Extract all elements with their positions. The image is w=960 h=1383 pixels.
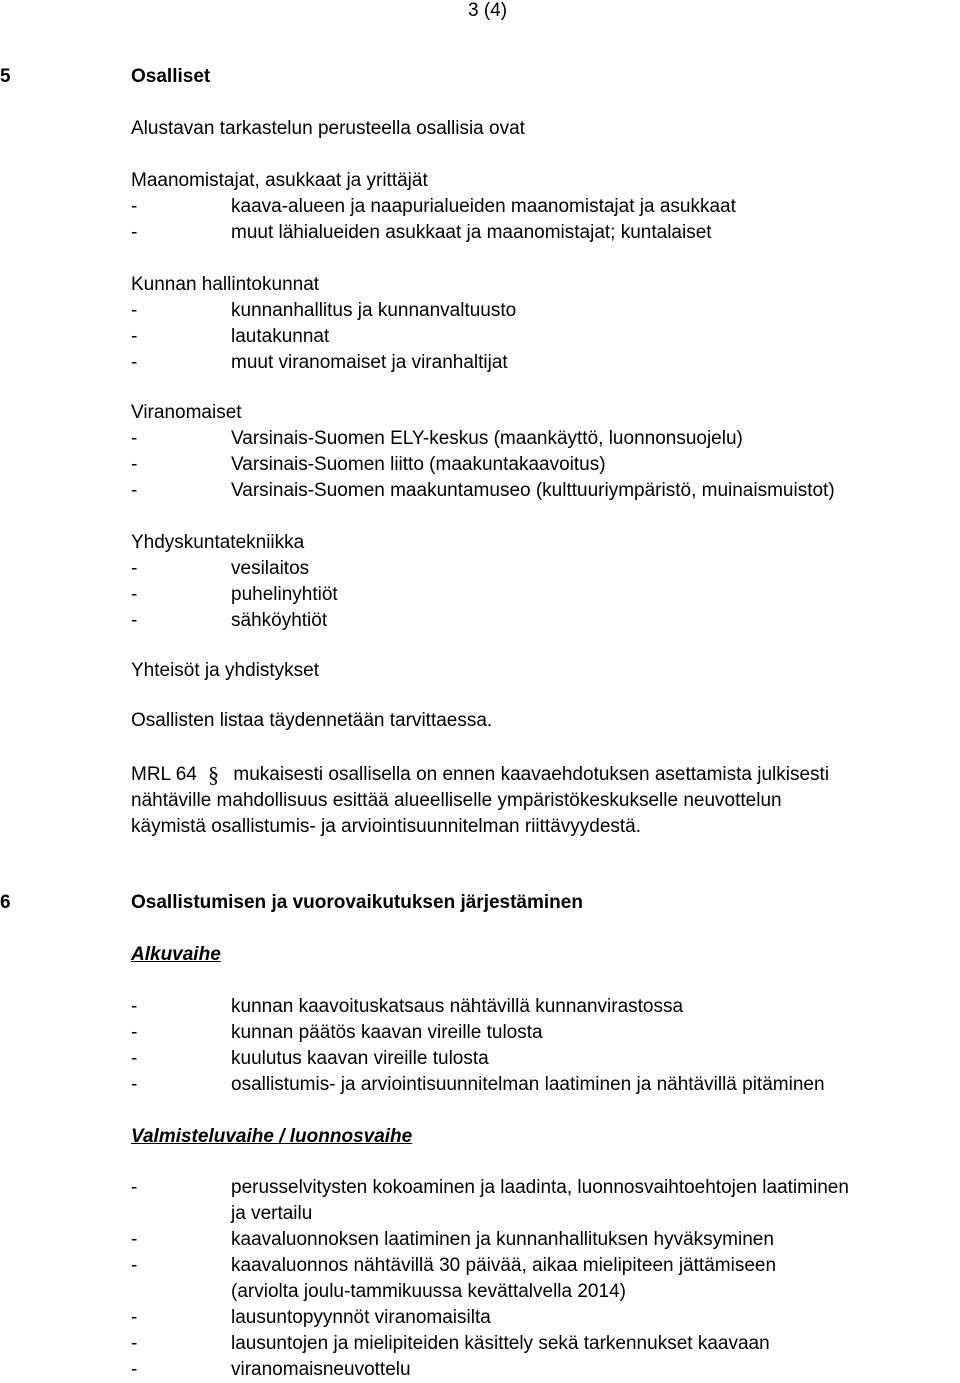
list-item: - puhelinyhtiöt [131,584,338,605]
communities-heading: Yhteisöt ja yhdistykset [131,660,319,681]
svg-text:§: § [208,762,220,787]
section-title: Osallistumisen ja vuorovaikutuksen järjestäminen [131,892,583,913]
phase-list-valmisteluvaihe [131,1175,960,1383]
section-number: 6 [0,892,11,913]
intro-text: Alustavan tarkastelun perusteella osallisia ovat [131,118,525,139]
phase-list-alkuvaihe [131,994,960,1098]
list-item: - kaavaluonnoksen laatiminen ja kunnanhallituksen hyväksyminen [131,1229,774,1250]
list-item: - kunnan päätös kaavan vireille tulosta [131,1022,543,1043]
list-item: - muut viranomaiset ja viranhaltijat [131,352,508,373]
stakeholder-group-infrastructure [131,530,960,634]
list-item: - lausuntopyynnöt viranomaisilta [131,1307,491,1328]
list-item: - perusselvitysten kokoaminen ja laadinta, luonnosvaihtoehtojen laatiminen ja vertailu [131,1177,849,1224]
list-item: - kaavaluonnos nähtävillä 30 päivää, aikaa mielipiteen jättämiseen (arviolta joulu-tammikuussa kevättalvella 2014) [131,1255,777,1302]
section-number: 5 [0,66,11,87]
list-item: - osallistumis- ja arviointisuunnitelman laatiminen ja nähtävillä pitäminen [131,1074,825,1095]
page-number: 3 (4) [468,0,508,21]
list-item: - lausuntojen ja mielipiteiden käsittely sekä tarkennukset kaavaan [131,1333,770,1354]
list-item: - kuulutus kaavan vireille tulosta [131,1048,489,1069]
phase-title-alkuvaihe: Alkuvaihe [131,944,221,965]
stakeholder-group-owners [131,168,960,246]
list-item: - kunnan kaavoituskatsaus nähtävillä kunnanvirastossa [131,996,684,1017]
group-heading: Kunnan hallintokunnat [131,274,320,295]
list-item: - kaava-alueen ja naapurialueiden maanomistajat ja asukkaat [131,196,736,217]
stakeholder-group-municipal [131,272,960,376]
list-item: - sähköyhtiöt [131,610,328,631]
list-item: - Varsinais-Suomen ELY-keskus (maankäyttö, luonnonsuojelu) [131,428,743,449]
section-sign-icon [206,762,224,788]
stakeholder-group-authorities [131,400,960,504]
list-item: - lautakunnat [131,326,330,347]
list-item: - vesilaitos [131,558,310,579]
group-heading: Viranomaiset [131,402,242,423]
list-item: - kunnanhallitus ja kunnanvaltuusto [131,300,517,321]
list-item: - Varsinais-Suomen maakuntamuseo (kulttuuriympäristö, muinaismuistot) [131,480,835,501]
group-heading: Yhdyskuntatekniikka [131,532,305,553]
supplement-text: Osallisten listaa täydennetään tarvittaessa. [131,710,493,731]
mrl-paragraph: MRL 64 § mukaisesti osallisella on ennen kaavaehdotuksen asettamista julkisesti nähtäville mahdollisuus esittää alueelliselle ympäristökeskukselle neuvottelun käymistä osallistumis- ja arviointisuunnitelman riittävyydestä. [131,762,830,837]
list-item: - Varsinais-Suomen liitto (maakuntakaavoitus) [131,454,606,475]
list-item: - muut lähialueiden asukkaat ja maanomistajat; kuntalaiset [131,222,712,243]
section-title: Osalliset [131,66,211,87]
list-item: - viranomaisneuvottelu [131,1359,411,1380]
group-heading: Maanomistajat, asukkaat ja yrittäjät [131,170,428,191]
phase-title-valmisteluvaihe: Valmisteluvaihe / luonnosvaihe [131,1126,413,1147]
